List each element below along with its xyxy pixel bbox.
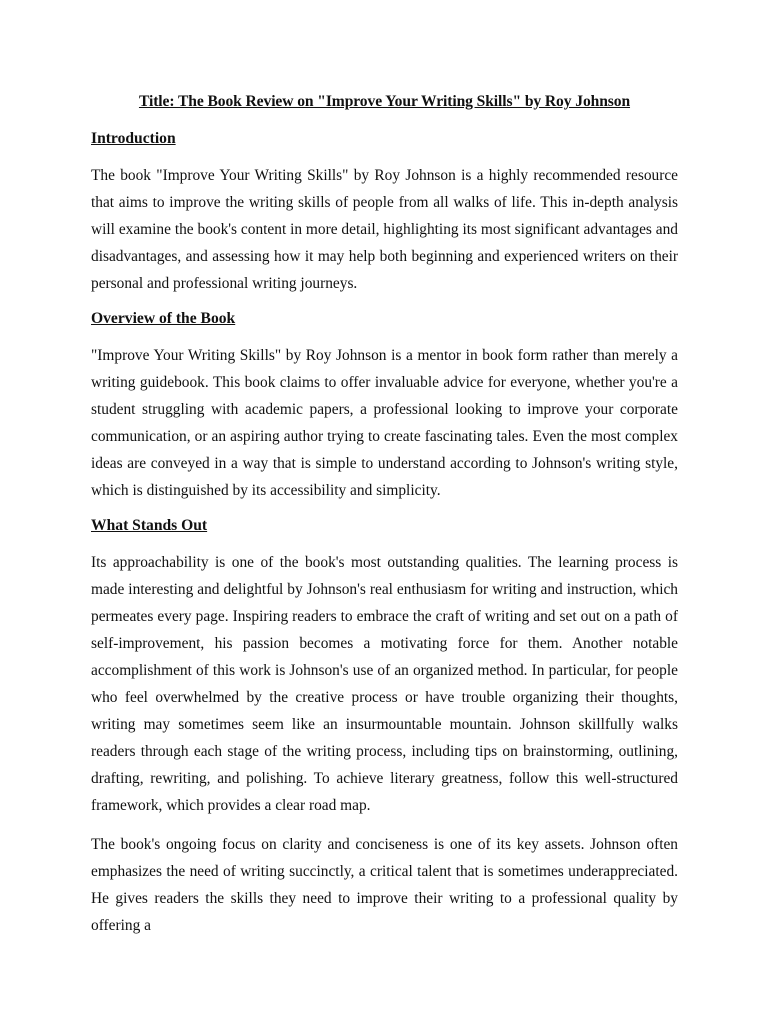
paragraph-what-stands-out-1: Its approachability is one of the book's most outstanding qualities. The learning process is made interesting and delightful by Johnson's real enthusiasm for writing and instruction, which permeates every page. Inspiring readers to embrace the craft of writing and set out on a path of self-improvement, his passion becomes a motivating force for them. Another notable accomplishment of this work is Johnson's use of an organized method. In particular, for people who feel overwhelmed by the creative process or have trouble organizing their thoughts, writing may sometimes seem like an insurmountable mountain. Johnson skillfully walks readers through each stage of the writing process, including tips on brainstorming, outlining, drafting, rewriting, and polishing. To achieve literary greatness, follow this well-structured framework, which provides a clear road map.	[91, 554, 678, 814]
paragraph-overview: "Improve Your Writing Skills" by Roy Johnson is a mentor in book form rather than merely a writing guidebook. This book claims to offer invaluable advice for everyone, whether you're a student struggling with academic papers, a professional looking to improve your corporate communication, or an aspiring author trying to create fascinating tales. Even the most complex ideas are conveyed in a way that is simple to understand according to Johnson's writing style, which is distinguished by its accessibility and simplicity.	[91, 347, 678, 499]
section-heading-what-stands-out: What Stands Out	[91, 517, 208, 534]
paragraph-what-stands-out-2: The book's ongoing focus on clarity and conciseness is one of its key assets. Johnson often emphasizes the need of writing succinctly, a critical talent that is sometimes underappreciated. He gives readers the skills they need to improve their writing to a professional quality by offering a	[91, 836, 678, 934]
document-page	[91, 90, 678, 939]
paragraph-introduction: The book "Improve Your Writing Skills" by Roy Johnson is a highly recommended resource that aims to improve the writing skills of people from all walks of life. This in-depth analysis will examine the book's content in more detail, highlighting its most significant advantages and disadvantages, and assessing how it may help both beginning and experienced writers on their personal and professional writing journeys.	[91, 167, 678, 292]
section-heading-overview: Overview of the Book	[91, 310, 236, 327]
section-heading-introduction: Introduction	[91, 130, 176, 147]
document-title: Title: The Book Review on "Improve Your Writing Skills" by Roy Johnson	[138, 93, 631, 110]
